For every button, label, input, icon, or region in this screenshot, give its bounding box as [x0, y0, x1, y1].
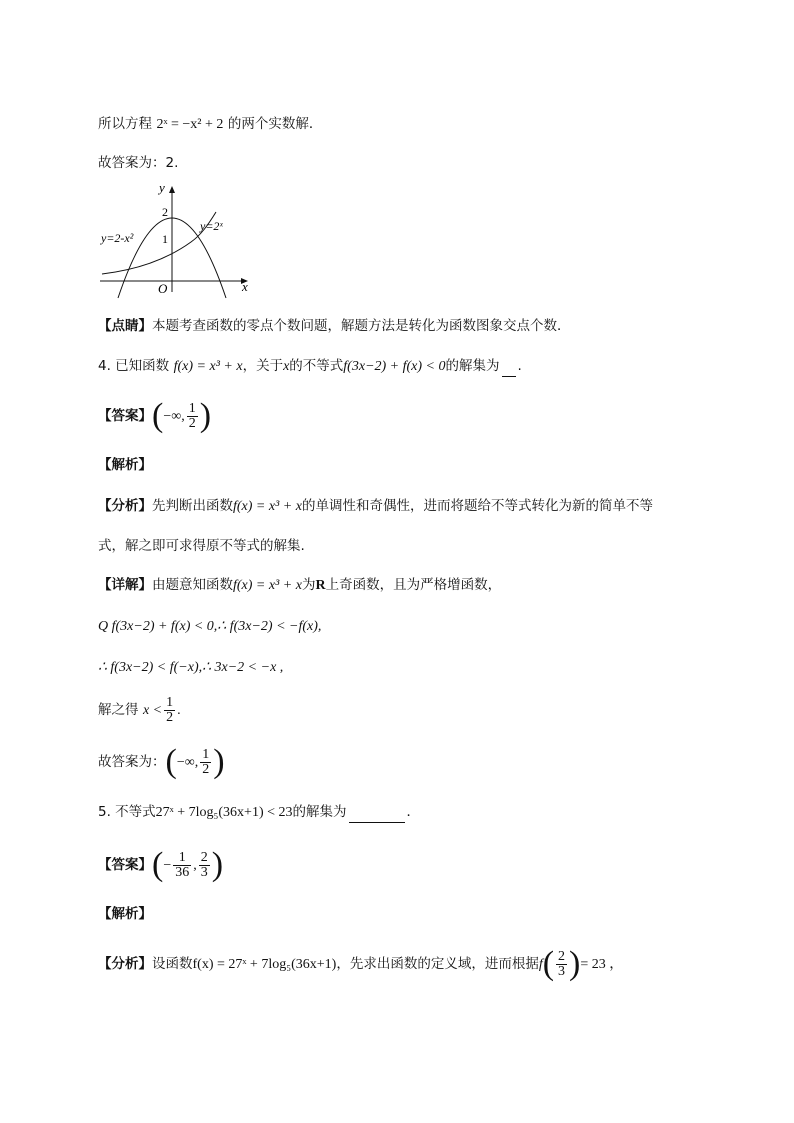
numerator: 1: [166, 694, 174, 710]
answer-text: 故答案为：2.: [98, 155, 179, 171]
text: 的单调性和奇偶性，进而将题给不等式转化为新的简单不等: [301, 498, 653, 514]
text: 5. 不等式: [98, 804, 156, 820]
question-5-analysis: 【分析】设函数f(x) = 27ˣ + 7log₅(36x+1)，先求出函数的定义域，进而根据f( $\frac{2}{3}$ )= 23 ，: [98, 945, 624, 982]
section-tag: 【分析】: [98, 498, 152, 514]
inequality: f(3x−2) + f(x) < 0: [343, 359, 446, 374]
text: 故答案为：: [98, 754, 166, 770]
text: ，先求出函数的定义域，进而根据: [336, 956, 539, 972]
section-tag: 【分析】: [98, 956, 152, 972]
function-symbol: f: [538, 957, 543, 972]
fraction: [187, 402, 198, 431]
function-graph: [96, 180, 256, 300]
question-4-step-1: [98, 616, 321, 637]
denominator: 2: [166, 709, 174, 725]
text: 解之得: [98, 702, 139, 718]
text: 设函数: [152, 956, 193, 972]
math-expr: x <: [142, 703, 163, 718]
text: ．: [406, 804, 420, 820]
fraction: [164, 696, 175, 725]
text: 式，解之即可求得原不等式的解集.: [98, 538, 305, 554]
question-4-jiexi: [98, 455, 152, 475]
question-4-step-2: [98, 657, 283, 678]
equation: 2ˣ = −x² + 2: [156, 117, 224, 132]
section-tag: 【答案】: [98, 857, 152, 873]
text: ，关于: [242, 358, 284, 374]
question-4-detail: [98, 575, 501, 596]
tick-label: 2: [162, 205, 168, 219]
question-5-answer: 【答案】(− $\frac{1}{36}$ , $\frac{2}{3}$ ): [98, 846, 224, 883]
fraction: [200, 748, 211, 777]
parabola-label: y=2-x²: [101, 231, 134, 245]
section-tag: 【解析】: [98, 906, 152, 922]
function-expr: f(x) = 27ˣ + 7log₅(36x+1): [192, 957, 337, 972]
question-4-stem: [98, 356, 522, 377]
minus-sign: −: [163, 858, 172, 873]
numerator: 1: [188, 400, 196, 416]
denominator: 2: [188, 415, 196, 431]
section-tag: 【解析】: [98, 457, 152, 473]
denominator: 2: [202, 761, 210, 777]
denominator: 36: [175, 864, 190, 880]
text-line-1: [98, 114, 322, 135]
dianjing-line: [98, 316, 571, 336]
fraction: [556, 950, 567, 979]
question-4-answer: 【答案】(−∞, $\frac{1}{2}$ ): [98, 397, 212, 434]
numerator: 2: [200, 849, 208, 865]
answer-interval-left: −∞,: [163, 409, 185, 424]
question-5-stem: [98, 802, 420, 823]
y-axis-arrow: [169, 186, 175, 193]
answer-blank: [349, 822, 405, 823]
exponential-label: y=2ˣ: [200, 219, 223, 233]
numerator: 1: [178, 849, 186, 865]
text: 所以方程: [98, 116, 152, 132]
denominator: 3: [200, 864, 208, 880]
text: .: [177, 703, 181, 718]
x-axis-label: x: [242, 279, 248, 294]
text: 的两个实数解．: [227, 116, 323, 132]
fraction: [173, 851, 191, 880]
y-axis-label: y: [159, 180, 165, 195]
text: 先判断出函数: [152, 498, 233, 514]
fraction: [199, 851, 210, 880]
numerator: 2: [558, 948, 566, 964]
numerator: 1: [202, 746, 210, 762]
tick-label: 1: [162, 232, 168, 246]
answer-interval-left: −∞,: [176, 755, 199, 770]
variable: x: [283, 359, 290, 374]
text: 的不等式: [289, 358, 344, 374]
answer-blank: [502, 376, 516, 377]
real-set-symbol: R: [315, 578, 326, 593]
denominator: 3: [558, 963, 566, 979]
function-expr: f(x) = x³ + x: [173, 359, 243, 374]
inequality: 27ˣ + 7log₅(36x+1) < 23: [155, 805, 293, 820]
text: 上奇函数，且为严格增函数，: [325, 577, 502, 593]
function-expr: f(x) = x³ + x: [233, 499, 302, 514]
text: 4. 已知函数: [98, 358, 170, 374]
section-tag: 【答案】: [98, 408, 152, 424]
math-step: Q f(3x−2) + f(x) < 0,∴ f(3x−2) < −f(x),: [98, 619, 322, 634]
question-4-final: 故答案为：(−∞, $\frac{1}{2}$ ): [98, 743, 225, 780]
function-expr: f(x) = x³ + x: [233, 578, 302, 593]
question-4-analysis-cont: [98, 536, 305, 556]
text: = 23 ，: [580, 957, 624, 972]
section-tag: 【详解】: [98, 577, 152, 593]
text: 本题考查函数的零点个数问题，解题方法是转化为函数图象交点个数．: [152, 318, 571, 334]
origin-label: O: [158, 281, 168, 296]
text: 的解集为: [445, 358, 500, 374]
text: 的解集为: [292, 804, 347, 820]
text: .: [517, 358, 522, 374]
question-4-step-3: [98, 690, 181, 731]
text: 由题意知函数: [152, 577, 233, 593]
text: 为: [301, 577, 316, 593]
question-5-jiexi: [98, 904, 152, 924]
text-line-2: [98, 153, 178, 173]
question-4-analysis: [98, 496, 653, 517]
comma: ,: [193, 858, 197, 873]
math-step: ∴ f(3x−2) < f(−x),∴ 3x−2 < −x ,: [98, 660, 284, 675]
section-tag: 【点睛】: [98, 318, 152, 334]
